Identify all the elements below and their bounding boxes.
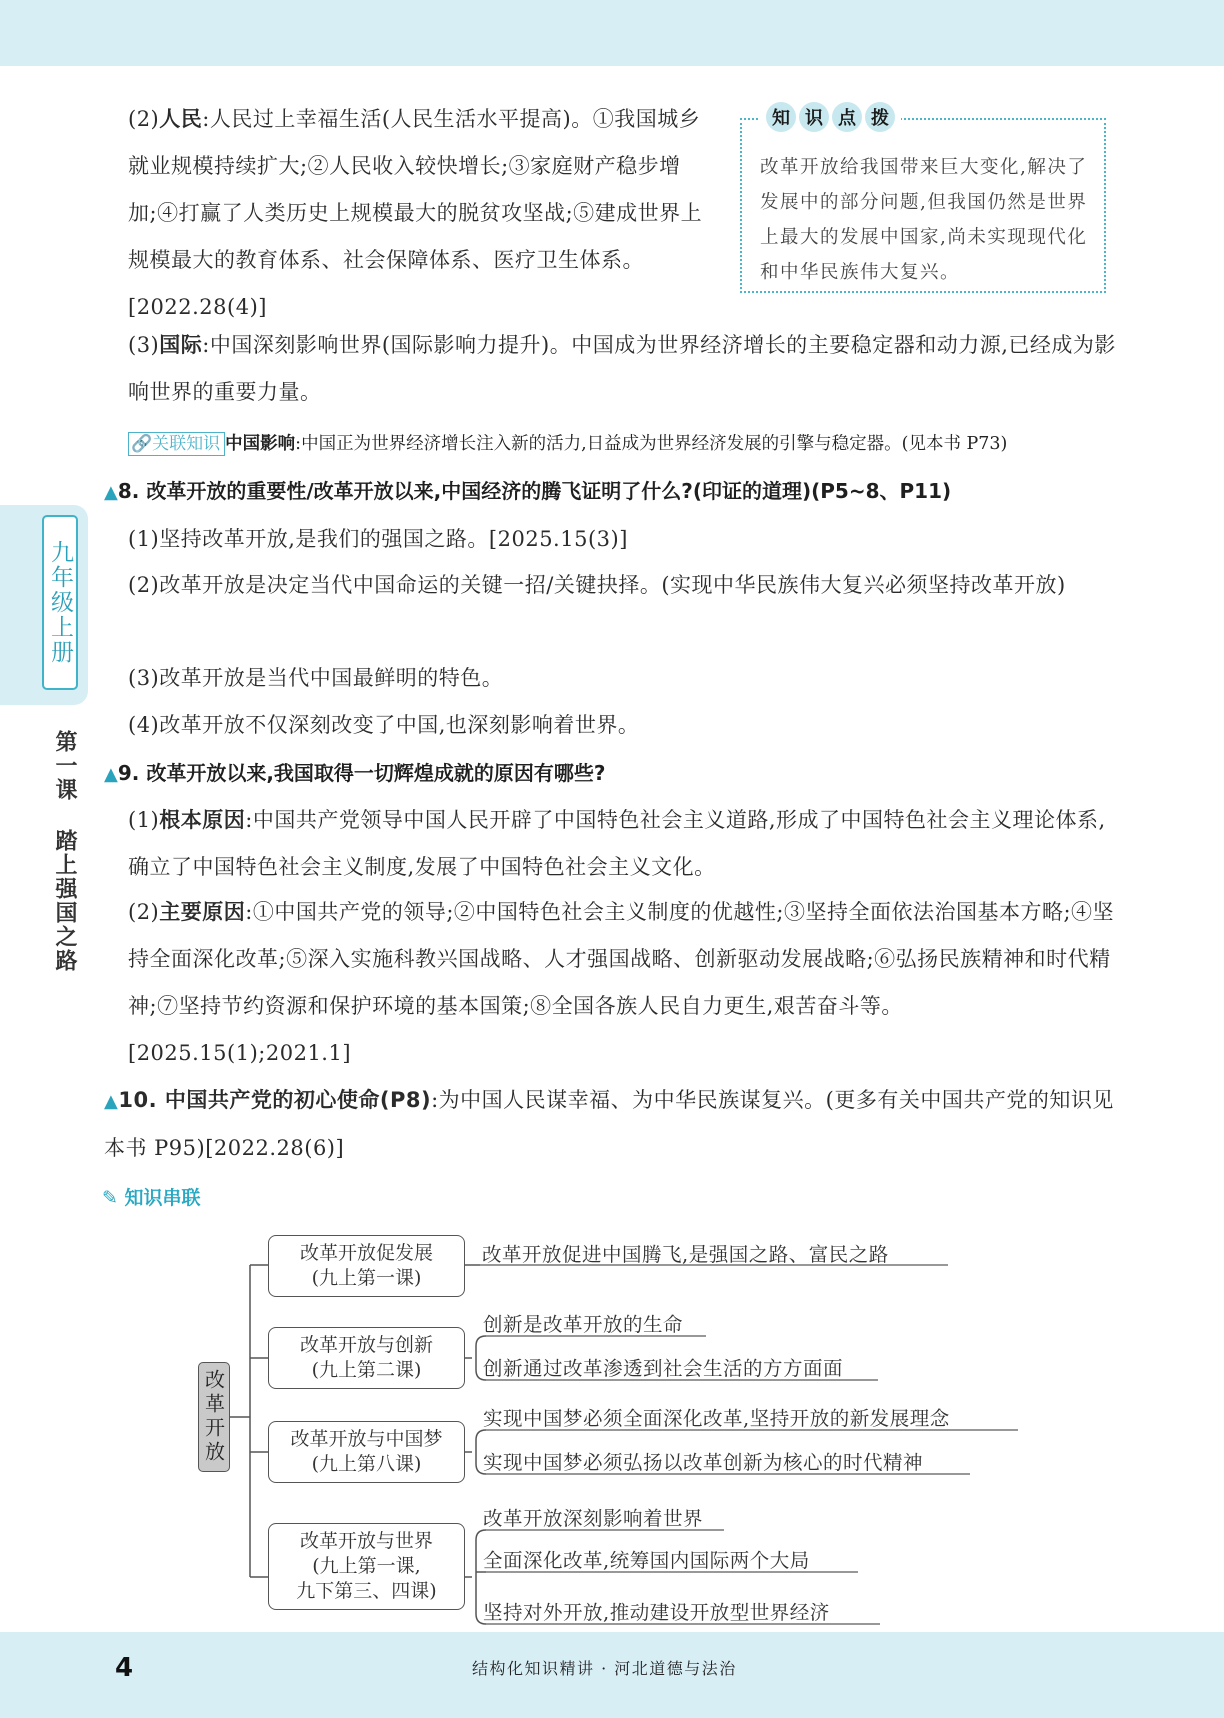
tip-title-char: 点: [832, 102, 862, 132]
mindmap-node: [268, 1235, 465, 1297]
q9-title: ▲9. 改革开放以来,我国取得一切辉煌成就的原因有哪些?: [104, 761, 606, 785]
triangle-icon: ▲: [104, 764, 118, 785]
grade-label: 九年级上册: [42, 515, 78, 690]
q9-main-text: ①中国共产党的领导;②中国特色社会主义制度的优越性;③坚持全面依法治国基本方略;④坚持全面深化改革;⑤深入实施科教兴国战略、人才强国战略、创新驱动发展战略;⑥弘扬民族精神和时代精神;⑦坚持节约资源和保护环境的基本国策;⑧全国各族人民自力更生,艰苦奋斗等。[2025.15(1);2021.1]: [128, 900, 1115, 1065]
mindmap-node-sub: 九下第三、四课): [296, 1580, 437, 1602]
q9-root-label: 根本原因: [159, 808, 246, 832]
mindmap-node: [268, 1421, 465, 1483]
mindmap-leaf: 创新通过改革渗透到社会生活的方方面面: [483, 1357, 844, 1380]
assoc-badge: 🔗关联知识: [128, 432, 225, 456]
intl-label: 国际: [159, 333, 203, 357]
q9-root-cause: (1)根本原因:中国共产党领导中国人民开辟了中国特色社会主义道路,形成了中国特色社会主义理论体系,确立了中国特色社会主义制度,发展了中国特色社会主义文化。: [128, 808, 1106, 879]
chapter-label: 第一课 踏上强国之路: [52, 730, 77, 973]
people-paragraph: (2)人民:人民过上幸福生活(人民生活水平提高)。①我国城乡就业规模持续扩大;②人民收入较快增长;③家庭财产稳步增加;④打赢了人类历史上规模最大的脱贫攻坚战;⑤建成世界上规模最大的教育体系、社会保障体系、医疗卫生体系。[2022.28(4)]: [128, 107, 703, 319]
q9-main-cause: (2)主要原因:①中国共产党的领导;②中国特色社会主义制度的优越性;③坚持全面依法治国基本方略;④坚持全面深化改革;⑤深入实施科教兴国战略、人才强国战略、创新驱动发展战略;⑥弘扬民族精神和时代精神;⑦坚持节约资源和保护环境的基本国策;⑧全国各族人民自力更生,艰苦奋斗等。[2025.15(1);2021.1]: [128, 900, 1115, 1065]
mindmap-node-label: 改革开放与世界: [299, 1530, 433, 1552]
intl-text: 中国深刻影响世界(国际影响力提升)。中国成为世界经济增长的主要稳定器和动力源,已经成为影响世界的重要力量。: [128, 333, 1116, 404]
mindmap-leaf: 实现中国梦必须全面深化改革,坚持开放的新发展理念: [483, 1407, 950, 1430]
tip-title-char: 拨: [865, 102, 895, 132]
mindmap-node-sub: (九上第一课,: [312, 1555, 421, 1577]
mindmap-node: [268, 1523, 465, 1610]
q8-item: (4)改革开放不仅深刻改变了中国,也深刻影响着世界。: [128, 713, 640, 737]
q10-head: ▲10. 中国共产党的初心使命(P8): [104, 1088, 432, 1112]
mindmap-node-sub: (九上第一课): [311, 1267, 422, 1289]
people-label: 人民: [159, 107, 203, 131]
mindmap-node-sub: (九上第八课): [311, 1453, 422, 1475]
triangle-icon: ▲: [104, 1091, 119, 1112]
mindmap-leaf: 全面深化改革,统筹国内国际两个大局: [483, 1549, 810, 1572]
q9-title-text: 改革开放以来,我国取得一切辉煌成就的原因有哪些?: [146, 761, 606, 785]
mindmap-leaf: 实现中国梦必须弘扬以改革创新为核心的时代精神: [483, 1451, 924, 1474]
assoc-label: 中国影响: [225, 434, 296, 454]
triangle-icon: ▲: [104, 482, 118, 503]
q9-num: 9: [117, 761, 132, 785]
mindmap-leaf: 坚持对外开放,推动建设开放型世界经济: [483, 1601, 830, 1624]
q8-title-text: 改革开放的重要性/改革开放以来,中国经济的腾飞证明了什么?(印证的道理)(P5~8、P11): [146, 479, 952, 503]
mindmap-leaf: 创新是改革开放的生命: [483, 1313, 684, 1336]
tip-body: 改革开放给我国带来巨大变化,解决了发展中的部分问题,但我国仍然是世界上最大的发展中国家,尚未实现现代化和中华民族伟大复兴。: [760, 157, 1088, 283]
people-text: 人民过上幸福生活(人民生活水平提高)。①我国城乡就业规模持续扩大;②人民收入较快增长;③家庭财产稳步增加;④打赢了人类历史上规模最大的脱贫攻坚战;⑤建成世界上规模最大的教育体系、社会保障体系、医疗卫生体系。[2022.28(4)]: [128, 107, 703, 319]
q8-item: (1)坚持改革开放,是我们的强国之路。[2025.15(3)]: [128, 527, 628, 551]
mindmap-leaf: 改革开放促进中国腾飞,是强国之路、富民之路: [482, 1243, 889, 1266]
page-number: 4: [115, 1653, 134, 1683]
q10-text: :为中国人民谋幸福、为中华民族谋复兴。(更多有关中国共产党的知识见本书 P95)[2022.28(6)]: [104, 1088, 1114, 1160]
mindmap-node: [268, 1327, 465, 1389]
mindmap-leaf: 改革开放深刻影响着世界: [483, 1507, 704, 1530]
q8-num: 8: [117, 479, 132, 503]
mindmap-node-label: 改革开放与创新: [299, 1334, 433, 1356]
q9-main-label: 主要原因: [159, 900, 246, 924]
q9-root-text: 中国共产党领导中国人民开辟了中国特色社会主义道路,形成了中国特色社会主义理论体系,确立了中国特色社会主义制度,发展了中国特色社会主义文化。: [128, 808, 1106, 879]
tip-title-char: 知: [766, 102, 796, 132]
assoc-text: :中国正为世界经济增长注入新的活力,日益成为世界经济发展的引擎与稳定器。(见本书 P73): [295, 434, 1008, 454]
mindmap-node-label: 改革开放促发展: [299, 1242, 433, 1264]
link-title: ✎ 知识串联: [102, 1187, 201, 1209]
intl-paragraph: (3)国际:中国深刻影响世界(国际影响力提升)。中国成为世界经济增长的主要稳定器和动力源,已经成为影响世界的重要力量。: [128, 333, 1116, 404]
tip-title-char: 识: [799, 102, 829, 132]
mindmap-node-sub: (九上第二课): [311, 1359, 422, 1381]
footer-title: 结构化知识精讲 · 河北道德与法治: [472, 1659, 737, 1678]
mindmap-node-label: 改革开放与中国梦: [290, 1428, 443, 1450]
q10-title: 中国共产党的初心使命(P8): [164, 1088, 432, 1112]
q8-item: (2)改革开放是决定当代中国命运的关键一招/关键抉择。(实现中华民族伟大复兴必须坚持改革开放): [128, 573, 1066, 597]
q8-item: (3)改革开放是当代中国最鲜明的特色。: [128, 666, 504, 690]
q8-title: ▲8. 改革开放的重要性/改革开放以来,中国经济的腾飞证明了什么?(印证的道理)(P5~8、P11): [104, 479, 952, 503]
q10-num: 10: [118, 1088, 149, 1112]
mindmap-root: 改革开放: [198, 1362, 230, 1472]
assoc-badge-text: 关联知识: [152, 434, 221, 454]
link-title-text: 知识串联: [124, 1187, 201, 1209]
